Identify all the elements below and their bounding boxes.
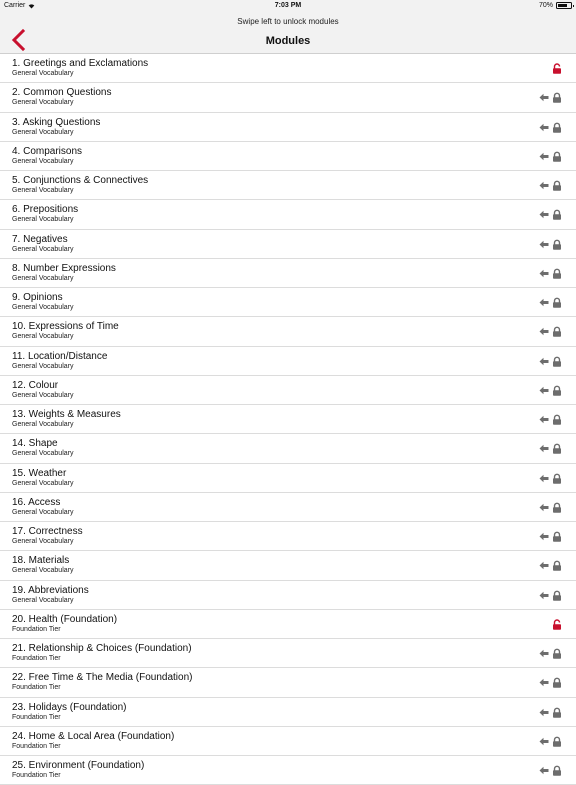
battery-percent: 70%: [538, 2, 553, 9]
swipe-left-arrow-icon: [539, 152, 549, 161]
module-status: [539, 736, 562, 747]
swipe-left-arrow-icon: [539, 327, 549, 336]
module-row[interactable]: [0, 317, 576, 346]
module-subtitle: General Vocabulary: [12, 304, 74, 311]
swipe-left-arrow-icon: [539, 415, 549, 424]
module-row[interactable]: [0, 347, 576, 376]
module-status: [539, 707, 562, 718]
page-title: Modules: [265, 35, 311, 47]
module-title: 12. Colour: [12, 379, 59, 391]
swipe-left-arrow-icon: [539, 737, 549, 746]
swipe-left-arrow-icon: [539, 474, 549, 483]
module-title: 6. Prepositions: [12, 204, 79, 216]
lock-icon: [552, 677, 562, 688]
swipe-left-arrow-icon: [539, 503, 549, 512]
module-title: 22. Free Time & The Media (Foundation): [12, 672, 193, 684]
lock-icon: [552, 590, 562, 601]
lock-icon: [552, 356, 562, 367]
carrier-label: Carrier: [4, 2, 26, 9]
module-subtitle: Foundation Tier: [12, 655, 61, 662]
swipe-left-arrow-icon: [539, 269, 549, 278]
module-title: 11. Location/Distance: [12, 350, 108, 362]
module-status: [539, 473, 562, 484]
lock-icon: [552, 531, 562, 542]
swipe-left-arrow-icon: [539, 123, 549, 132]
module-status: [539, 92, 562, 103]
swipe-left-arrow-icon: [539, 298, 549, 307]
module-list[interactable]: [0, 54, 576, 779]
module-title: 8. Number Expressions: [12, 262, 116, 274]
swipe-left-arrow-icon: [539, 591, 549, 600]
module-row[interactable]: [0, 83, 576, 112]
module-status: [539, 122, 562, 133]
module-subtitle: General Vocabulary: [12, 508, 74, 516]
module-row[interactable]: [0, 288, 576, 317]
module-title: 15. Weather: [12, 467, 67, 479]
module-row[interactable]: [0, 698, 576, 727]
module-subtitle: Foundation Tier: [12, 772, 61, 779]
module-title: 10. Expressions of Time: [12, 321, 119, 333]
module-title: 9. Opinions: [12, 292, 63, 303]
battery-indicator: [539, 2, 572, 9]
swipe-left-arrow-icon: [539, 678, 549, 687]
module-title: 5. Conjunctions & Connectives: [12, 175, 149, 186]
module-subtitle: General Vocabulary: [12, 274, 74, 282]
unlocked-lock-icon: [552, 619, 562, 630]
lock-icon: [552, 122, 562, 133]
module-row[interactable]: [0, 464, 576, 493]
module-status: [539, 531, 562, 542]
module-subtitle: General Vocabulary: [12, 479, 74, 487]
module-subtitle: General Vocabulary: [12, 333, 74, 341]
lock-icon: [552, 92, 562, 103]
module-status: [539, 209, 562, 220]
swipe-left-arrow-icon: [539, 708, 549, 717]
lock-icon: [552, 736, 562, 747]
module-row[interactable]: [0, 610, 576, 639]
module-title: 13. Weights & Measures: [12, 409, 121, 420]
module-status: [539, 180, 562, 191]
lock-icon: [552, 151, 562, 162]
module-row[interactable]: [0, 142, 576, 171]
module-subtitle: General Vocabulary: [12, 596, 74, 604]
module-row[interactable]: [0, 668, 576, 697]
module-status: [552, 63, 562, 74]
battery-icon: [556, 2, 572, 9]
module-title: 2. Common Questions: [12, 87, 112, 99]
module-subtitle: General Vocabulary: [12, 421, 74, 428]
module-row[interactable]: [0, 376, 576, 405]
module-title: 20. Health (Foundation): [12, 613, 118, 625]
navigation-bar: [0, 13, 576, 54]
module-row[interactable]: [0, 493, 576, 522]
module-subtitle: General Vocabulary: [12, 157, 74, 165]
module-subtitle: Foundation Tier: [12, 625, 61, 633]
module-status: [539, 590, 562, 601]
swipe-left-arrow-icon: [539, 766, 549, 775]
module-status: [539, 765, 562, 776]
module-subtitle: Foundation Tier: [12, 742, 61, 750]
module-subtitle: General Vocabulary: [12, 567, 74, 575]
module-title: 23. Holidays (Foundation): [12, 701, 127, 713]
module-status: [539, 648, 562, 659]
lock-icon: [552, 473, 562, 484]
module-status: [539, 385, 562, 396]
module-title: 16. Access: [12, 496, 61, 508]
module-title: 17. Correctness: [12, 526, 83, 537]
module-status: [552, 619, 562, 630]
swipe-left-arrow-icon: [539, 649, 549, 658]
lock-icon: [552, 385, 562, 396]
lock-icon: [552, 443, 562, 454]
module-row[interactable]: [0, 54, 576, 83]
lock-icon: [552, 180, 562, 191]
module-row[interactable]: [0, 434, 576, 463]
module-title: 1. Greetings and Exclamations: [12, 58, 149, 69]
module-subtitle: General Vocabulary: [12, 216, 74, 224]
module-subtitle: General Vocabulary: [12, 99, 74, 107]
module-subtitle: Foundation Tier: [12, 684, 61, 692]
lock-icon: [552, 326, 562, 337]
lock-icon: [552, 502, 562, 513]
module-status: [539, 560, 562, 571]
module-row[interactable]: [0, 581, 576, 610]
swipe-hint: Swipe left to unlock modules: [237, 17, 339, 26]
module-subtitle: General Vocabulary: [12, 391, 74, 399]
module-row[interactable]: [0, 200, 576, 229]
unlocked-lock-icon: [552, 63, 562, 74]
swipe-left-arrow-icon: [539, 444, 549, 453]
module-status: [539, 268, 562, 279]
module-status: [539, 356, 562, 367]
module-title: 18. Materials: [12, 555, 70, 567]
lock-icon: [552, 268, 562, 279]
module-row[interactable]: [0, 727, 576, 756]
module-status: [539, 239, 562, 250]
module-status: [539, 297, 562, 308]
lock-icon: [552, 560, 562, 571]
status-bar: [0, 0, 576, 13]
lock-icon: [552, 239, 562, 250]
module-subtitle: General Vocabulary: [12, 450, 74, 458]
module-row[interactable]: [0, 405, 576, 434]
status-time: 7:03 PM: [274, 2, 302, 9]
lock-icon: [552, 707, 562, 718]
module-subtitle: General Vocabulary: [12, 128, 74, 136]
module-subtitle: General Vocabulary: [12, 70, 74, 77]
swipe-left-arrow-icon: [539, 240, 549, 249]
lock-icon: [552, 648, 562, 659]
module-subtitle: General Vocabulary: [12, 362, 74, 370]
swipe-left-arrow-icon: [539, 93, 549, 102]
module-status: [539, 677, 562, 688]
swipe-left-arrow-icon: [539, 181, 549, 190]
module-title: 3. Asking Questions: [12, 116, 101, 128]
module-title: 4. Comparisons: [12, 145, 83, 157]
module-subtitle: General Vocabulary: [12, 187, 74, 194]
module-row[interactable]: [0, 639, 576, 668]
module-title: 21. Relationship & Choices (Foundation): [12, 643, 192, 654]
swipe-left-arrow-icon: [539, 532, 549, 541]
lock-icon: [552, 297, 562, 308]
lock-icon: [552, 209, 562, 220]
module-row[interactable]: [0, 113, 576, 142]
module-row[interactable]: [0, 551, 576, 580]
module-row[interactable]: [0, 756, 576, 785]
module-status: [539, 414, 562, 425]
module-row[interactable]: [0, 259, 576, 288]
module-row[interactable]: [0, 522, 576, 551]
swipe-left-arrow-icon: [539, 210, 549, 219]
module-status: [539, 326, 562, 337]
module-title: 25. Environment (Foundation): [12, 760, 145, 771]
module-status: [539, 502, 562, 513]
module-status: [539, 151, 562, 162]
module-status: [539, 443, 562, 454]
module-title: 14. Shape: [12, 438, 58, 450]
module-row[interactable]: [0, 171, 576, 200]
module-row[interactable]: [0, 230, 576, 259]
module-title: 7. Negatives: [12, 233, 68, 245]
lock-icon: [552, 765, 562, 776]
swipe-left-arrow-icon: [539, 357, 549, 366]
module-title: 19. Abbreviations: [12, 584, 89, 596]
module-subtitle: General Vocabulary: [12, 245, 74, 253]
module-title: 24. Home & Local Area (Foundation): [12, 730, 175, 742]
module-subtitle: General Vocabulary: [12, 538, 74, 545]
swipe-left-arrow-icon: [539, 386, 549, 395]
module-subtitle: Foundation Tier: [12, 713, 61, 721]
lock-icon: [552, 414, 562, 425]
swipe-left-arrow-icon: [539, 561, 549, 570]
